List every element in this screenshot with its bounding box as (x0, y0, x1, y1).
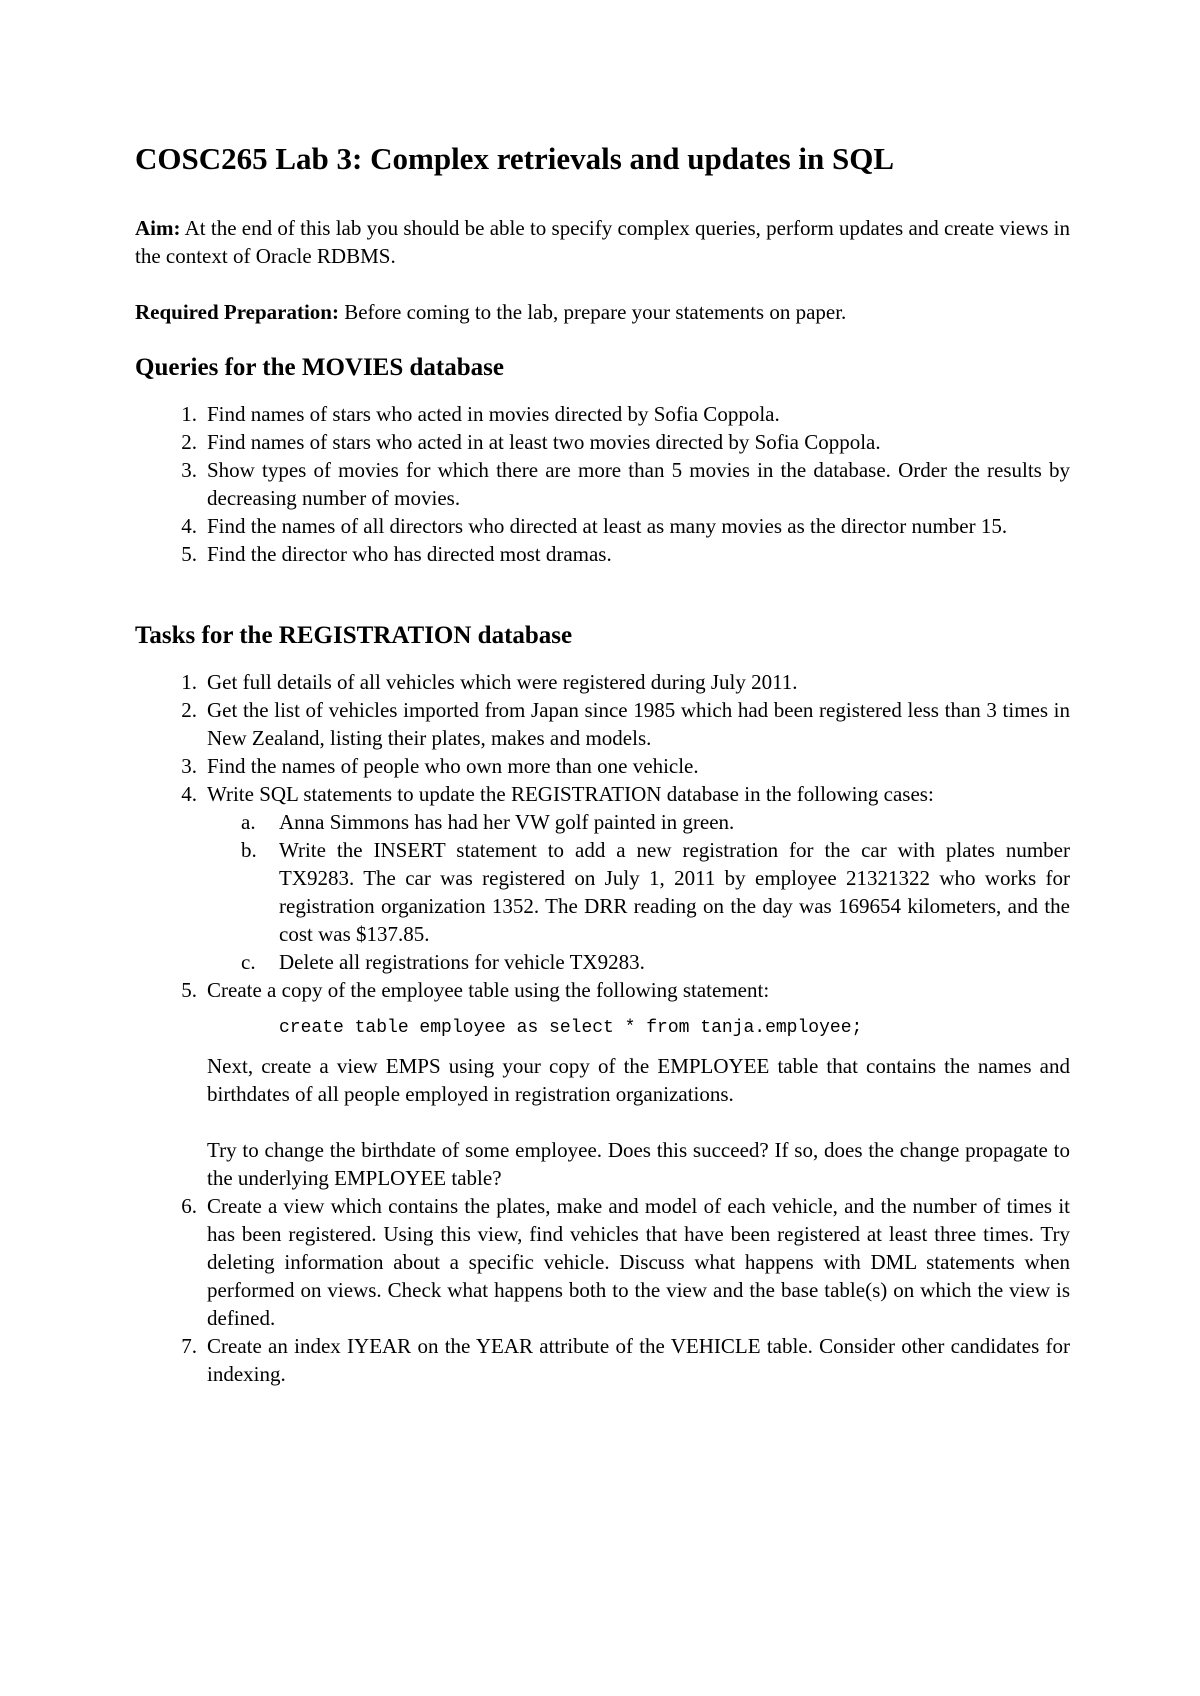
list-number: 2. (181, 430, 197, 454)
sub-list-letter: c. (241, 950, 256, 974)
list-number: 4. (181, 782, 197, 806)
movies-section-heading: Queries for the MOVIES database (135, 354, 504, 381)
list-item (135, 1332, 1070, 1388)
registration-task-list (135, 668, 1070, 1388)
list-item (135, 976, 1070, 1192)
list-text: Create an index IYEAR on the YEAR attribute of the VEHICLE table. Consider other candidates for indexing. (207, 1334, 1070, 1386)
sub-list-item (207, 808, 1070, 836)
list-text: Show types of movies for which there are more than 5 movies in the database. Order the results by decreasing number of movies. (207, 458, 1070, 510)
list-text: Find names of stars who acted in movies directed by Sofia Coppola. (207, 402, 780, 426)
list-text: Get the list of vehicles imported from Japan since 1985 which had been registered less than 3 times in New Zealand, listing their plates, makes and models. (207, 698, 1070, 750)
list-number: 5. (181, 542, 197, 566)
list-number: 1. (181, 402, 197, 426)
list-item (135, 780, 1070, 976)
list-text: Find the director who has directed most dramas. (207, 542, 612, 566)
list-number: 5. (181, 978, 197, 1002)
sub-list-text: Delete all registrations for vehicle TX9283. (279, 950, 645, 974)
list-text: Create a copy of the employee table using the following statement: (207, 978, 770, 1002)
list-number: 3. (181, 754, 197, 778)
list-number: 2. (181, 698, 197, 722)
document-content (135, 140, 1070, 1388)
preparation-paragraph (135, 298, 1070, 326)
paragraph-gap (207, 1108, 1070, 1136)
list-number: 1. (181, 670, 197, 694)
sql-code-block: create table employee as select * from tanja.employee; (279, 1018, 863, 1038)
list-text: Get full details of all vehicles which were registered during July 2011. (207, 670, 798, 694)
sub-list-letter: b. (241, 838, 257, 862)
list-item (135, 696, 1070, 752)
list-number: 3. (181, 458, 197, 482)
list-item (135, 752, 1070, 780)
list-text: Find the names of all directors who directed at least as many movies as the director number 15. (207, 514, 1008, 538)
aim-paragraph (135, 214, 1070, 270)
sub-list-letter: a. (241, 810, 256, 834)
sub-list-text: Anna Simmons has had her VW golf painted in green. (279, 810, 735, 834)
list-item (135, 1192, 1070, 1332)
sub-list-item (207, 836, 1070, 948)
list-item (135, 540, 1070, 568)
movies-query-list (135, 400, 1070, 568)
list-item (135, 668, 1070, 696)
list-number: 6. (181, 1194, 197, 1218)
list-text: Write SQL statements to update the REGISTRATION database in the following cases: (207, 782, 934, 806)
aim-label: Aim: (135, 216, 181, 240)
list-item (135, 428, 1070, 456)
aim-text: At the end of this lab you should be able to specify complex queries, perform updates and create views in the context of Oracle RDBMS. (135, 216, 1070, 268)
item5-try-paragraph: Try to change the birthdate of some employee. Does this succeed? If so, does the change propagate to the underlying EMPLOYEE table? (207, 1138, 1070, 1190)
list-text: Create a view which contains the plates, make and model of each vehicle, and the number of times it has been registered. Using this view, find vehicles that have been registered at least three times. Try deleting information about a specific vehicle. Discuss what happens with DML statements when performed on views. Check what happens both to the view and the base table(s) on which the view is defined. (207, 1194, 1070, 1330)
preparation-label: Required Preparation: (135, 300, 339, 324)
item5-next-paragraph: Next, create a view EMPS using your copy of the EMPLOYEE table that contains the names and birthdates of all people employed in registration organizations. (207, 1054, 1070, 1106)
preparation-text: Before coming to the lab, prepare your statements on paper. (344, 300, 847, 324)
sub-list-text: Write the INSERT statement to add a new registration for the car with plates number TX9283. The car was registered on July 1, 2011 by employee 21321322 who works for registration organization 1352. The DRR reading on the day was 169654 kilometers, and the cost was $137.85. (279, 838, 1070, 946)
sub-list-item (207, 948, 1070, 976)
list-text: Find names of stars who acted in at least two movies directed by Sofia Coppola. (207, 430, 881, 454)
list-text: Find the names of people who own more than one vehicle. (207, 754, 699, 778)
list-item (135, 512, 1070, 540)
list-item (135, 456, 1070, 512)
update-case-list (207, 808, 1070, 976)
list-number: 4. (181, 514, 197, 538)
list-number: 7. (181, 1334, 197, 1358)
registration-section-heading: Tasks for the REGISTRATION database (135, 622, 573, 649)
page-title: COSC265 Lab 3: Complex retrievals and updates in SQL (135, 141, 895, 176)
list-item (135, 400, 1070, 428)
